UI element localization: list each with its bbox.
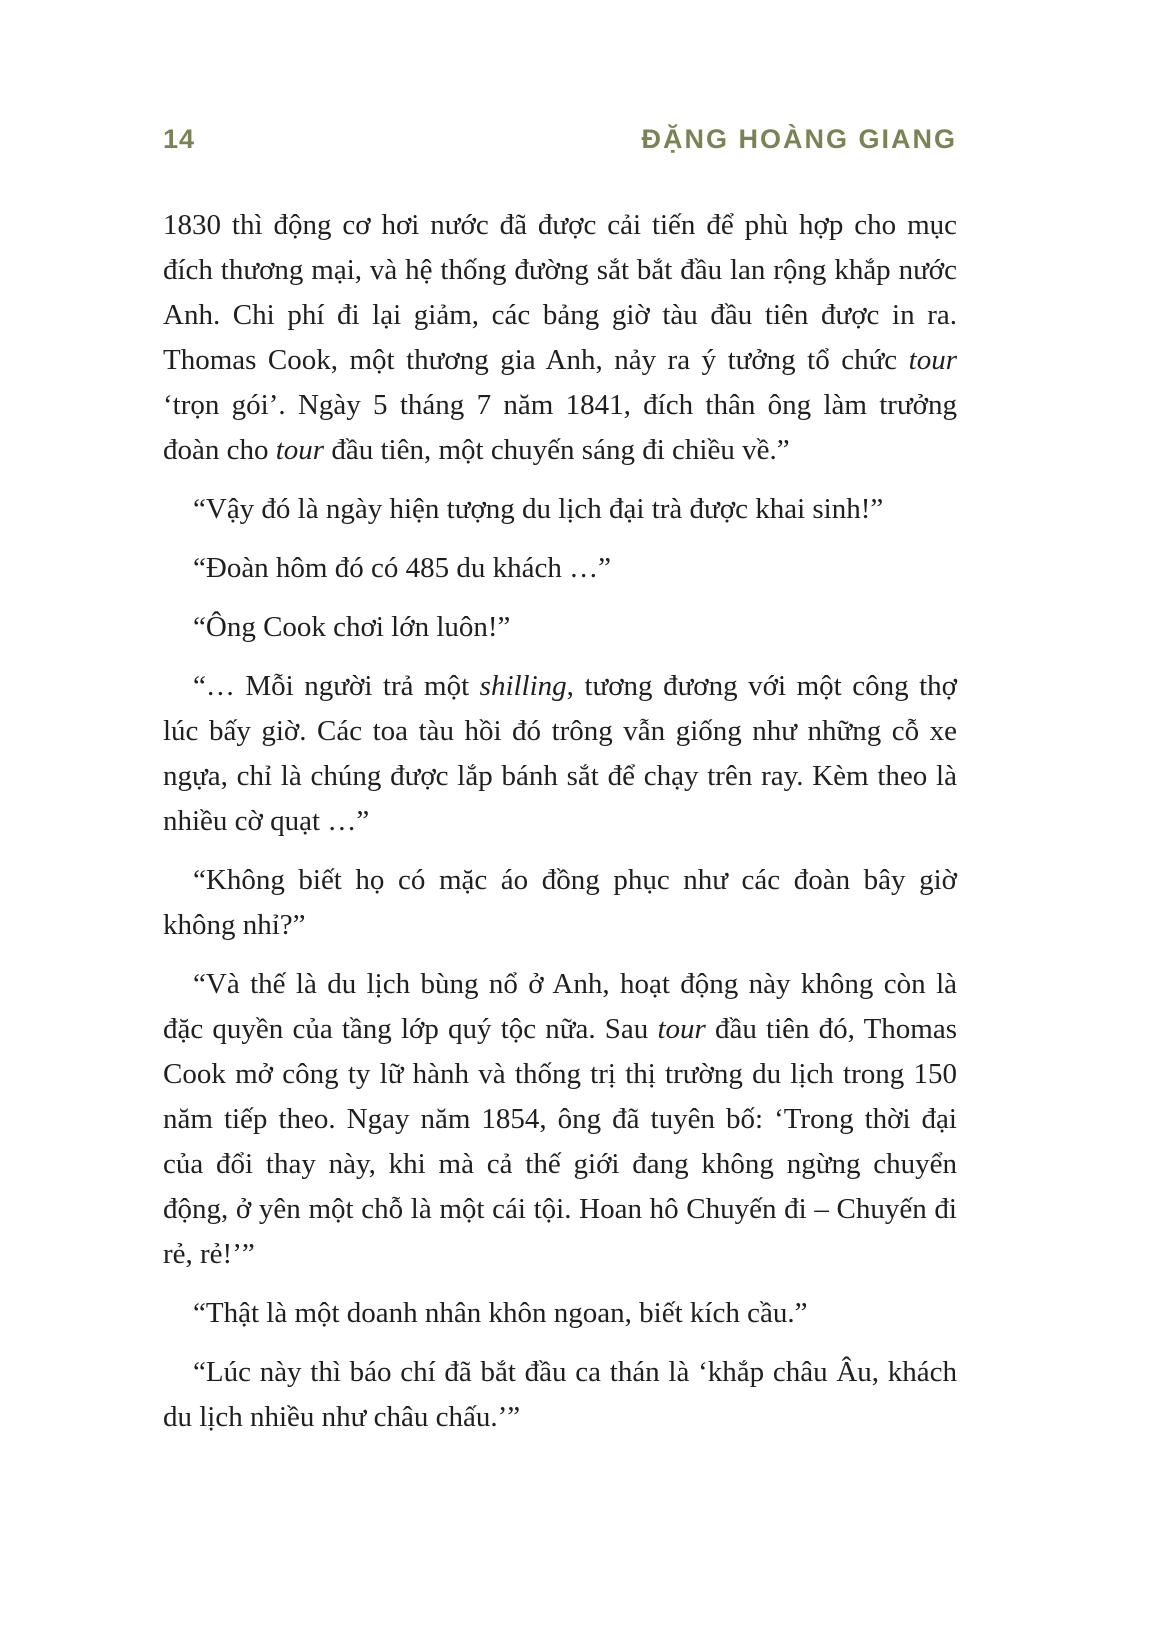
text-segment: “Không biết họ có mặc áo đồng phục như các đoàn bây giờ không nhỉ?” [163,864,957,941]
italic-text-segment: tour [275,434,325,466]
text-segment: “Lúc này thì báo chí đã bắt đầu ca thán là ‘khắp châu Âu, khách du lịch nhiều như châu chấu.’” [163,1356,957,1433]
paragraph [163,203,957,473]
text-segment: “Và thế là du lịch bùng nổ ở Anh, hoạt động này không còn là đặc quyền của tầng lớp quý tộc nữa. Sau [163,968,957,1045]
paragraph [163,1350,957,1440]
italic-text-segment: shilling [479,670,567,702]
paragraph [163,605,957,650]
paragraph [163,487,957,532]
text-segment: “Ông Cook chơi lớn luôn!” [193,611,511,643]
text-segment: 1830 thì động cơ hơi nước đã được cải tiến để phù hợp cho mục đích thương mại, và hệ thống đường sắt bắt đầu lan rộng khắp nước Anh. Chi phí đi lại giảm, các bảng giờ tàu đầu tiên được in ra. Thomas Cook, một thương gia Anh, nảy ra ý tưởng tổ chức [163,209,957,376]
page-header [163,123,957,155]
text-segment: đầu tiên đó, Thomas Cook mở công ty lữ hành và thống trị thị trường du lịch trong 150 năm tiếp theo. Ngay năm 1854, ông đã tuyên bố: ‘Trong thời đại của đổi thay này, khi mà cả thế giới đang không ngừng chuyển động, ở yên một chỗ là một cái tội. Hoan hô Chuyến đi – Chuyến đi rẻ, rẻ!’” [163,1013,957,1270]
text-segment: ‘trọn gói’. Ngày 5 tháng 7 năm 1841, đích thân ông làm trưởng đoàn cho [163,389,957,466]
text-segment: “Thật là một doanh nhân khôn ngoan, biết kích cầu.” [193,1297,808,1329]
text-segment: đầu tiên, một chuyến sáng đi chiều về.” [324,434,790,466]
paragraph [163,858,957,948]
paragraph [163,546,957,591]
text-segment: “Đoàn hôm đó có 485 du khách …” [193,552,611,584]
paragraph [163,962,957,1277]
page-number: 14 [163,124,196,154]
paragraph [163,664,957,844]
text-body [163,203,957,1440]
italic-text-segment: tour [657,1013,706,1045]
text-segment: “Vậy đó là ngày hiện tượng du lịch đại trà được khai sinh!” [193,493,884,525]
running-header-author: ĐẶNG HOÀNG GIANG [641,124,957,154]
paragraph [163,1291,957,1336]
text-segment: “… Mỗi người trả một [193,670,480,702]
italic-text-segment: tour [908,344,957,376]
text-segment: , tương đương với một công thợ lúc bấy giờ. Các toa tàu hồi đó trông vẫn giống như những cỗ xe ngựa, chỉ là chúng được lắp bánh sắt để chạy trên ray. Kèm theo là nhiều cờ quạt …” [163,670,958,837]
